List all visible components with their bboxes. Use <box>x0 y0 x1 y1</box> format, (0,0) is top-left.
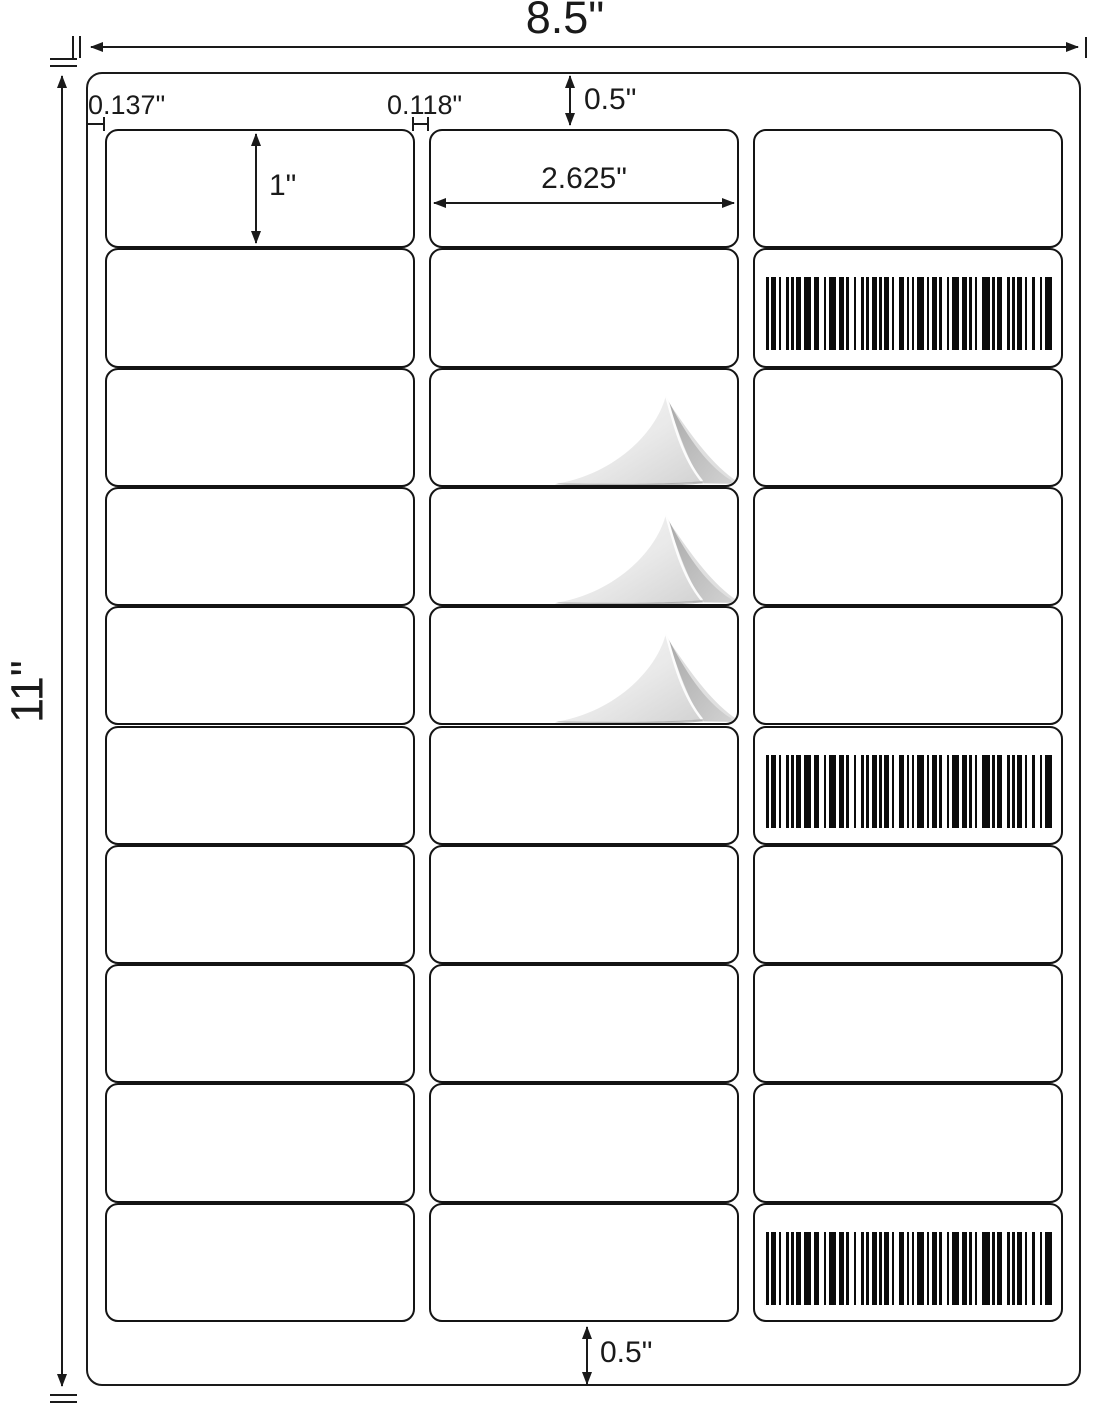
label-cell-c2r6 <box>429 726 739 845</box>
label-cell-c2r9 <box>429 1083 739 1202</box>
peeling-corner-icon <box>431 370 737 485</box>
barcode <box>766 277 1052 350</box>
label-cell-c3r4 <box>753 487 1063 606</box>
label-cell-c2r10 <box>429 1203 739 1322</box>
label-cell-c2r2 <box>429 248 739 367</box>
dim-label-sheet-width: 8.5" <box>525 0 605 43</box>
barcode <box>766 1232 1052 1305</box>
label-cell-c1r7 <box>105 845 415 964</box>
label-cell-c3r3 <box>753 368 1063 487</box>
label-cell-c2r3 <box>429 368 739 487</box>
label-cell-c1r5 <box>105 606 415 725</box>
peeling-corner-icon <box>431 489 737 604</box>
label-cell-c3r10 <box>753 1203 1063 1322</box>
label-cell-c3r6 <box>753 726 1063 845</box>
dim-label-label-height: 1" <box>269 169 297 202</box>
label-cell-c1r3 <box>105 368 415 487</box>
dim-label-column-gap: 0.118" <box>387 90 463 120</box>
label-cell-c1r4 <box>105 487 415 606</box>
dim-label-top-margin: 0.5" <box>584 83 637 116</box>
label-cell-c2r7 <box>429 845 739 964</box>
label-cell-c1r2 <box>105 248 415 367</box>
peeling-corner-icon <box>431 608 737 723</box>
dim-label-left-margin: 0.137" <box>88 90 166 120</box>
label-cell-c3r1 <box>753 129 1063 248</box>
label-cell-c2r8 <box>429 964 739 1083</box>
label-cell-c1r9 <box>105 1083 415 1202</box>
label-cell-c1r6 <box>105 726 415 845</box>
dim-label-label-width: 2.625" <box>541 162 627 195</box>
label-cell-c1r10 <box>105 1203 415 1322</box>
dim-label-bottom-margin: 0.5" <box>600 1336 653 1369</box>
label-cell-c3r7 <box>753 845 1063 964</box>
barcode <box>766 755 1052 828</box>
dim-label-sheet-height: 11" <box>1 660 53 723</box>
label-cell-c1r8 <box>105 964 415 1083</box>
label-cell-c2r5 <box>429 606 739 725</box>
label-cell-c3r8 <box>753 964 1063 1083</box>
label-cell-c3r5 <box>753 606 1063 725</box>
label-cell-c3r9 <box>753 1083 1063 1202</box>
label-cell-c1r1 <box>105 129 415 248</box>
label-cell-c2r4 <box>429 487 739 606</box>
label-cell-c3r2 <box>753 248 1063 367</box>
